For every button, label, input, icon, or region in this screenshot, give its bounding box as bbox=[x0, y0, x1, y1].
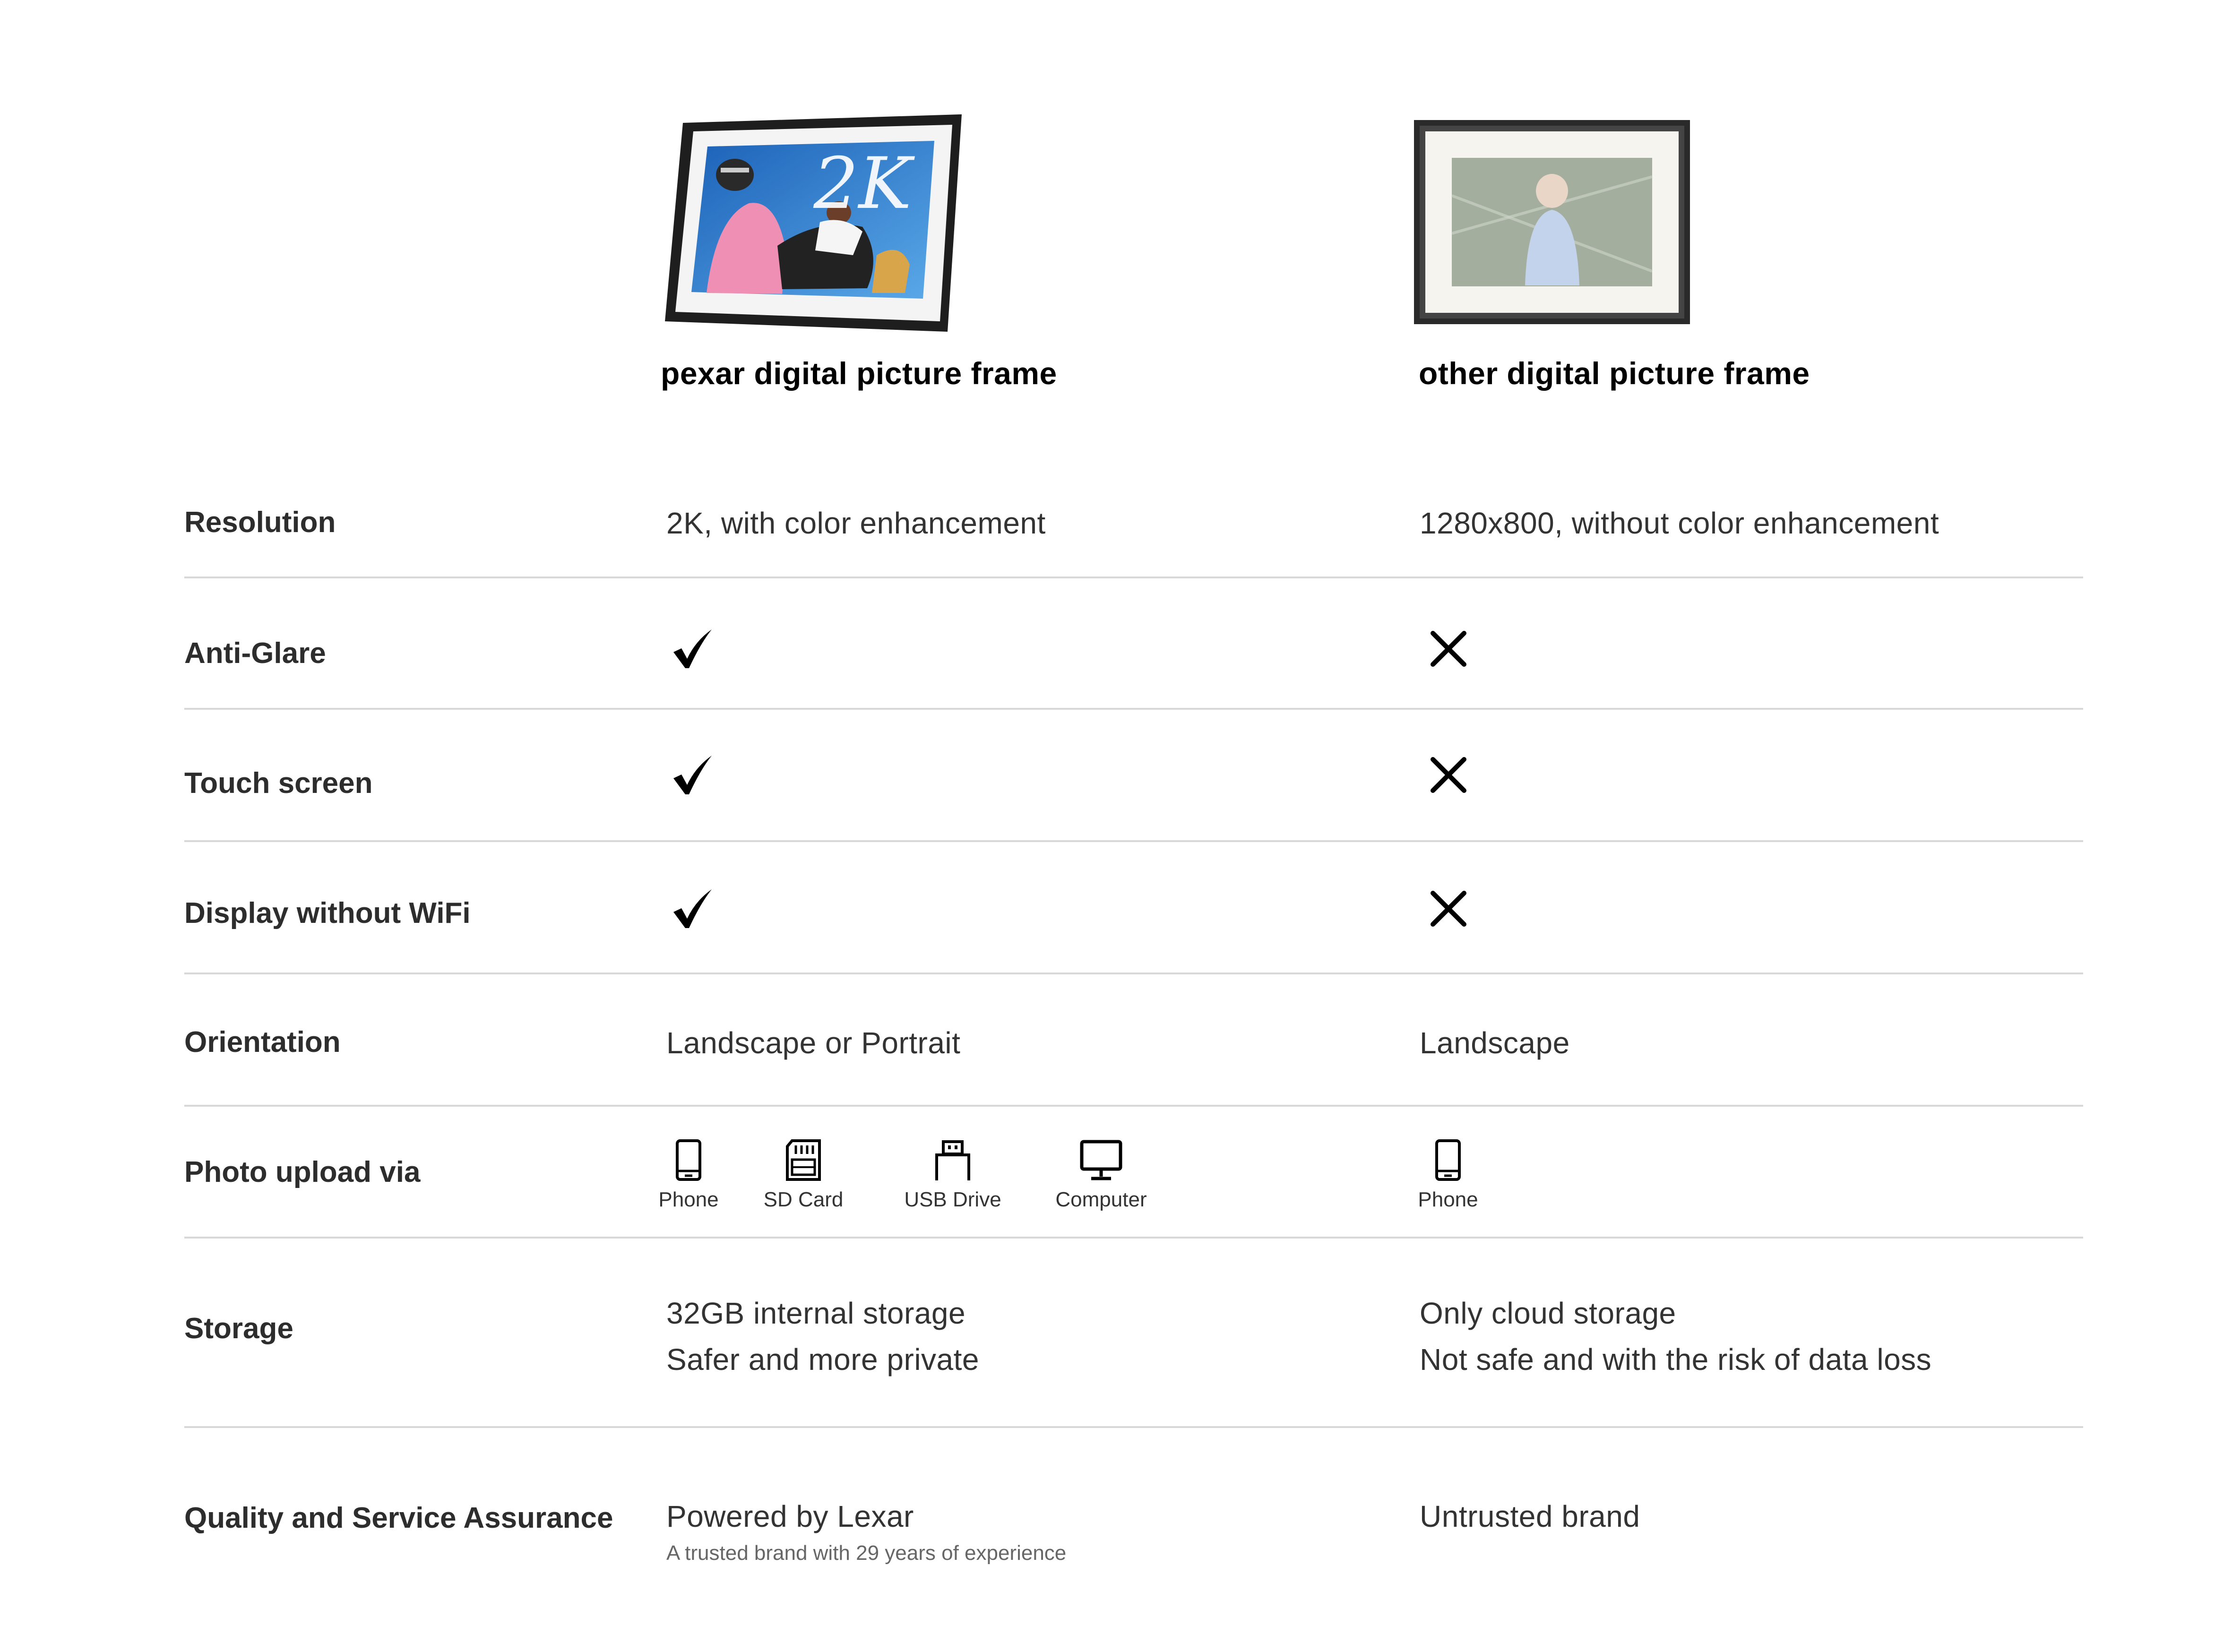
pexar-image-badge: 2K bbox=[813, 143, 912, 225]
upload-option-computer bbox=[1049, 1139, 1153, 1212]
other-frame-image bbox=[1414, 120, 1690, 324]
upload-option-label: USB Drive bbox=[904, 1188, 1001, 1211]
row-divider bbox=[184, 1105, 2083, 1107]
row-label-anti-glare: Anti-Glare bbox=[184, 637, 326, 670]
row-label-storage: Storage bbox=[184, 1312, 293, 1345]
check-icon bbox=[671, 887, 714, 930]
check-icon bbox=[671, 754, 714, 796]
row-divider bbox=[184, 576, 2083, 578]
other-quality-value: Untrusted brand bbox=[1420, 1499, 1640, 1533]
row-divider bbox=[184, 840, 2083, 842]
other-product-title: other digital picture frame bbox=[1419, 356, 1810, 391]
other-resolution-value: 1280x800, without color enhancement bbox=[1420, 506, 1940, 540]
pexar-orientation-value: Landscape or Portrait bbox=[666, 1026, 961, 1060]
computer-icon bbox=[1080, 1139, 1122, 1181]
row-divider bbox=[184, 1237, 2083, 1239]
row-divider bbox=[184, 708, 2083, 710]
sd-card-icon bbox=[785, 1139, 821, 1181]
row-label-display-without-wifi: Display without WiFi bbox=[184, 897, 471, 929]
row-label-quality: Quality and Service Assurance bbox=[184, 1502, 613, 1534]
upload-option-phone bbox=[637, 1139, 741, 1212]
upload-option-phone bbox=[1396, 1139, 1500, 1212]
pexar-resolution-value: 2K, with color enhancement bbox=[666, 506, 1046, 540]
pexar-quality-value: Powered by Lexar bbox=[666, 1499, 914, 1533]
phone-icon bbox=[1435, 1139, 1461, 1181]
row-label-touch-screen: Touch screen bbox=[184, 767, 373, 800]
upload-option-label: Phone bbox=[658, 1188, 719, 1211]
pexar-quality-subtext: A trusted brand with 29 years of experience bbox=[666, 1541, 1067, 1565]
check-icon bbox=[671, 628, 714, 670]
cross-icon bbox=[1427, 754, 1470, 796]
other-storage-line2: Not safe and with the risk of data loss bbox=[1420, 1342, 1932, 1377]
row-label-resolution: Resolution bbox=[184, 506, 336, 539]
upload-option-label: Computer bbox=[1055, 1188, 1147, 1211]
row-divider bbox=[184, 1426, 2083, 1428]
row-label-photo-upload: Photo upload via bbox=[184, 1156, 421, 1188]
cross-icon bbox=[1427, 887, 1470, 930]
pexar-frame-image bbox=[664, 113, 966, 336]
other-storage-line1: Only cloud storage bbox=[1420, 1296, 1676, 1330]
row-label-orientation: Orientation bbox=[184, 1026, 341, 1058]
other-orientation-value: Landscape bbox=[1420, 1026, 1570, 1060]
usb-drive-icon bbox=[934, 1139, 972, 1181]
pexar-storage-line1: 32GB internal storage bbox=[666, 1296, 966, 1330]
pexar-storage-line2: Safer and more private bbox=[666, 1342, 979, 1377]
upload-option-usb-drive bbox=[901, 1139, 1005, 1212]
upload-option-label: SD Card bbox=[763, 1188, 844, 1211]
row-divider bbox=[184, 972, 2083, 974]
pexar-product-title: pexar digital picture frame bbox=[661, 356, 1057, 391]
cross-icon bbox=[1427, 628, 1470, 670]
upload-option-sd-card bbox=[751, 1139, 855, 1212]
upload-option-label: Phone bbox=[1418, 1188, 1478, 1211]
phone-icon bbox=[675, 1139, 702, 1181]
